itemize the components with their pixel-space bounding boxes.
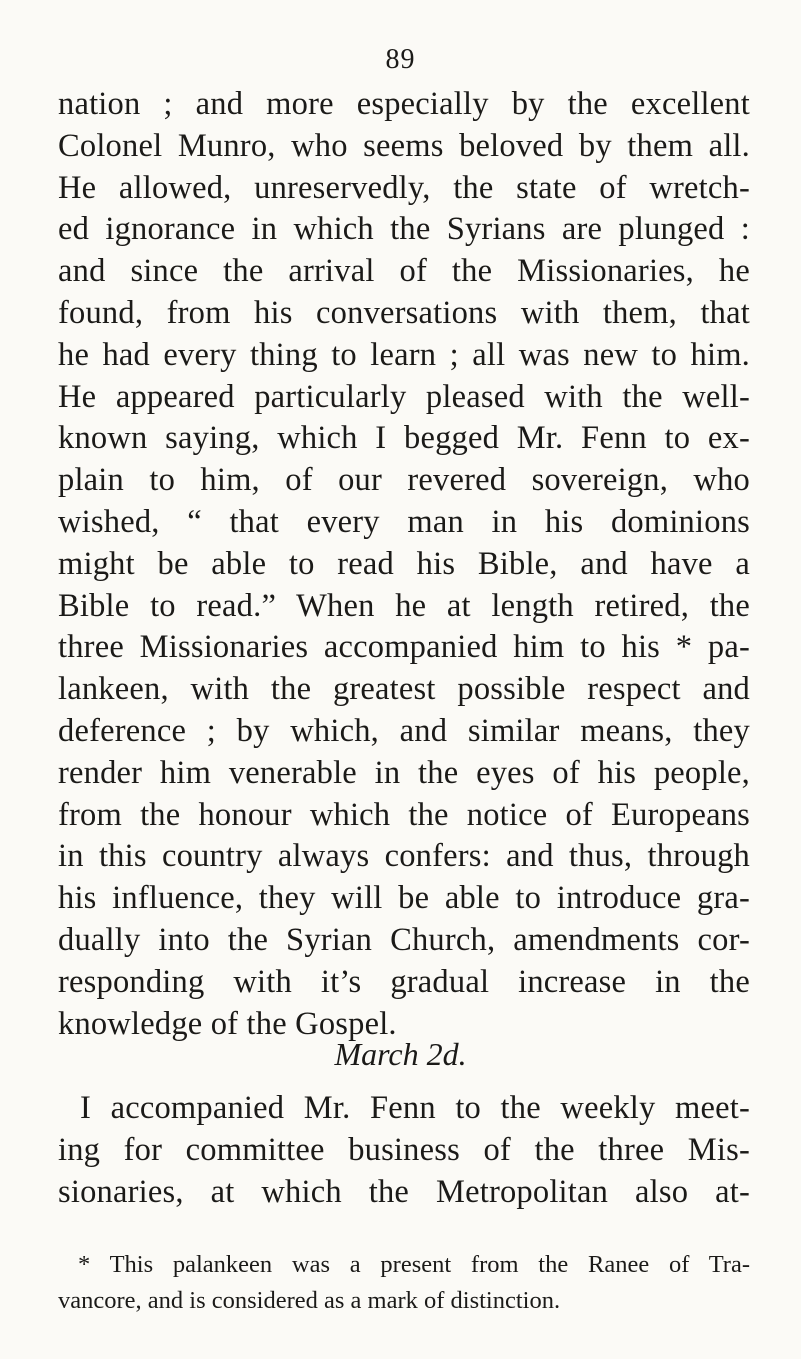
text-line: his influence, they will be able to introduce gra- [58, 880, 750, 917]
text-line: sionaries, at which the Metropolitan also at- [58, 1173, 750, 1210]
text-line: nation ; and more especially by the excellent [58, 86, 750, 122]
text-line: wished, “ that every man in his dominions [58, 503, 750, 540]
text-line: and since the arrival of the Missionaries, he [58, 253, 750, 290]
text-line: lankeen, with the greatest possible respect and [58, 671, 750, 708]
text-line: He appeared particularly pleased with the well- [58, 378, 750, 415]
text-line: knowledge of the Gospel. [58, 1005, 397, 1042]
text-line: deference ; by which, and similar means, they [58, 712, 750, 749]
footnote [58, 1247, 750, 1319]
text-line: found, from his conversations with them, that [58, 294, 750, 331]
text-line: three Missionaries accompanied him to his * pa- [58, 629, 750, 666]
text-line: known saying, which I begged Mr. Fenn to ex- [58, 420, 750, 457]
text-line: I accompanied Mr. Fenn to the weekly meet- [80, 1090, 750, 1126]
text-line: render him venerable in the eyes of his people, [58, 754, 750, 791]
text-line: Bible to read.” When he at length retired, the [58, 587, 750, 624]
text-line: He allowed, unreservedly, the state of wretch- [58, 169, 750, 206]
text-line: might be able to read his Bible, and have a [58, 545, 750, 582]
text-line: Colonel Munro, who seems beloved by them all. [58, 127, 750, 164]
text-line: ed ignorance in which the Syrians are plunged : [58, 211, 750, 248]
footnote-line: vancore, and is considered as a mark of distinction. [58, 1287, 561, 1314]
text-line: ing for committee business of the three Mis- [58, 1131, 750, 1168]
text-line: responding with it’s gradual increase in the [58, 963, 750, 1000]
text-line: from the honour which the notice of Europeans [58, 796, 750, 833]
section-paragraph [58, 1088, 750, 1213]
text-line: in this country always confers: and thus, through [58, 838, 750, 875]
footnote-line: * This palankeen was a present from the Ranee of Tra- [78, 1251, 750, 1278]
date-heading: March 2d. [334, 1036, 467, 1072]
text-line: dually into the Syrian Church, amendments cor- [58, 921, 750, 958]
text-line: he had every thing to learn ; all was new to him. [58, 336, 750, 373]
main-paragraph [58, 84, 750, 1045]
page-number: 89 [385, 44, 416, 75]
text-line: plain to him, of our revered sovereign, who [58, 462, 750, 499]
